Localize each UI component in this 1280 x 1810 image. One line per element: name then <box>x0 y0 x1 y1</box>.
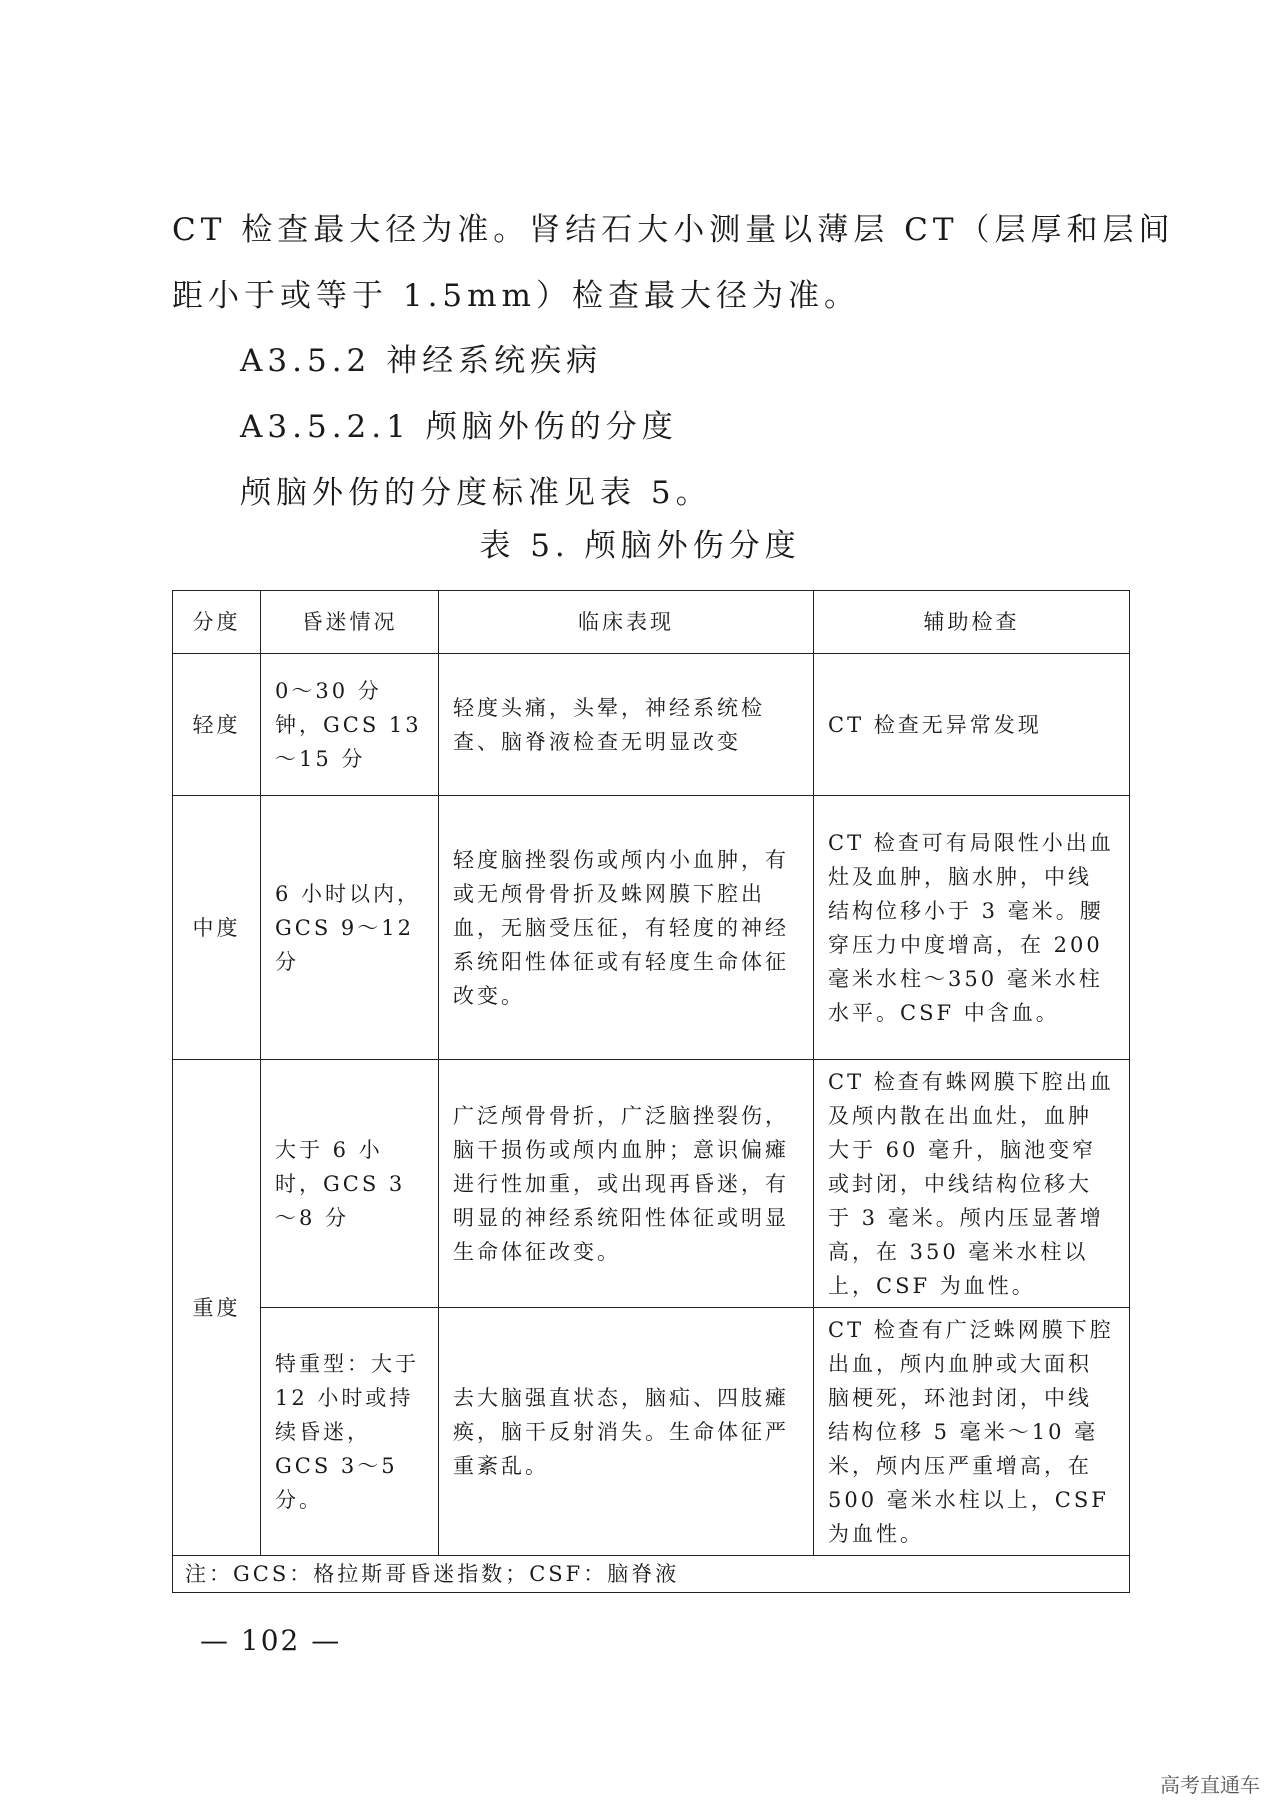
clinical-cell: 去大脑强直状态，脑疝、四肢瘫痪，脑干反射消失。生命体征严重紊乱。 <box>439 1308 814 1556</box>
header-grade: 分度 <box>173 591 261 654</box>
header-auxiliary: 辅助检查 <box>814 591 1130 654</box>
coma-cell: 特重型：大于 12 小时或持续昏迷，GCS 3～5 分。 <box>261 1308 439 1556</box>
table-row-mild <box>173 654 1130 796</box>
coma-cell: 6 小时以内，GCS 9～12 分 <box>261 796 439 1060</box>
table-row-severe <box>173 1060 1130 1308</box>
table-row-moderate <box>173 796 1130 1060</box>
header-clinical: 临床表现 <box>439 591 814 654</box>
auxiliary-cell: CT 检查可有局限性小出血灶及血肿，脑水肿，中线结构位移小于 3 毫米。腰穿压力中度增高，在 200 毫米水柱～350 毫米水柱水平。CSF 中含血。 <box>814 796 1130 1060</box>
section-heading: A3.5.2 神经系统疾病 <box>240 343 603 379</box>
grade-cell: 轻度 <box>173 654 261 796</box>
auxiliary-cell: CT 检查有广泛蛛网膜下腔出血，颅内血肿或大面积脑梗死，环池封闭，中线结构位移 5 毫米～10 毫米，颅内压严重增高，在 500 毫米水柱以上，CSF 为血性。 <box>814 1308 1130 1556</box>
clinical-cell: 轻度脑挫裂伤或颅内小血肿，有或无颅骨骨折及蛛网膜下腔出血，无脑受压征，有轻度的神经系统阳性体征或有轻度生命体征改变。 <box>439 796 814 1060</box>
watermark: 高考直通车 <box>1160 1773 1260 1797</box>
coma-cell: 大于 6 小时，GCS 3～8 分 <box>261 1060 439 1308</box>
header-coma: 昏迷情况 <box>261 591 439 654</box>
table-note: 注：GCS：格拉斯哥昏迷指数；CSF：脑脊液 <box>173 1556 1130 1593</box>
grade-cell: 重度 <box>173 1060 261 1556</box>
subsection-heading: A3.5.2.1 颅脑外伤的分度 <box>240 409 678 445</box>
intro-text: 颅脑外伤的分度标准见表 5。 <box>240 475 712 511</box>
paragraph-line-2: 距小于或等于 1.5mm）检查最大径为准。 <box>172 278 860 314</box>
coma-cell: 0～30 分钟，GCS 13～15 分 <box>261 654 439 796</box>
table-row-critical <box>173 1308 1130 1556</box>
trauma-grade-table <box>172 590 1130 1593</box>
paragraph-line-1: CT 检查最大径为准。肾结石大小测量以薄层 CT（层厚和层间 <box>172 212 1175 248</box>
clinical-cell: 轻度头痛，头晕，神经系统检查、脑脊液检查无明显改变 <box>439 654 814 796</box>
auxiliary-cell: CT 检查无异常发现 <box>814 654 1130 796</box>
table-note-row <box>173 1556 1130 1593</box>
page-number: — 102 — <box>200 1624 342 1657</box>
grade-cell: 中度 <box>173 796 261 1060</box>
table-header-row <box>173 591 1130 654</box>
clinical-cell: 广泛颅骨骨折，广泛脑挫裂伤，脑干损伤或颅内血肿；意识偏瘫进行性加重，或出现再昏迷，有明显的神经系统阳性体征或明显生命体征改变。 <box>439 1060 814 1308</box>
auxiliary-cell: CT 检查有蛛网膜下腔出血及颅内散在出血灶，血肿大于 60 毫升，脑池变窄或封闭，中线结构位移大于 3 毫米。颅内压显著增高，在 350 毫米水柱以上，CSF 为血性。 <box>814 1060 1130 1308</box>
table-caption: 表 5. 颅脑外伤分度 <box>479 528 801 564</box>
